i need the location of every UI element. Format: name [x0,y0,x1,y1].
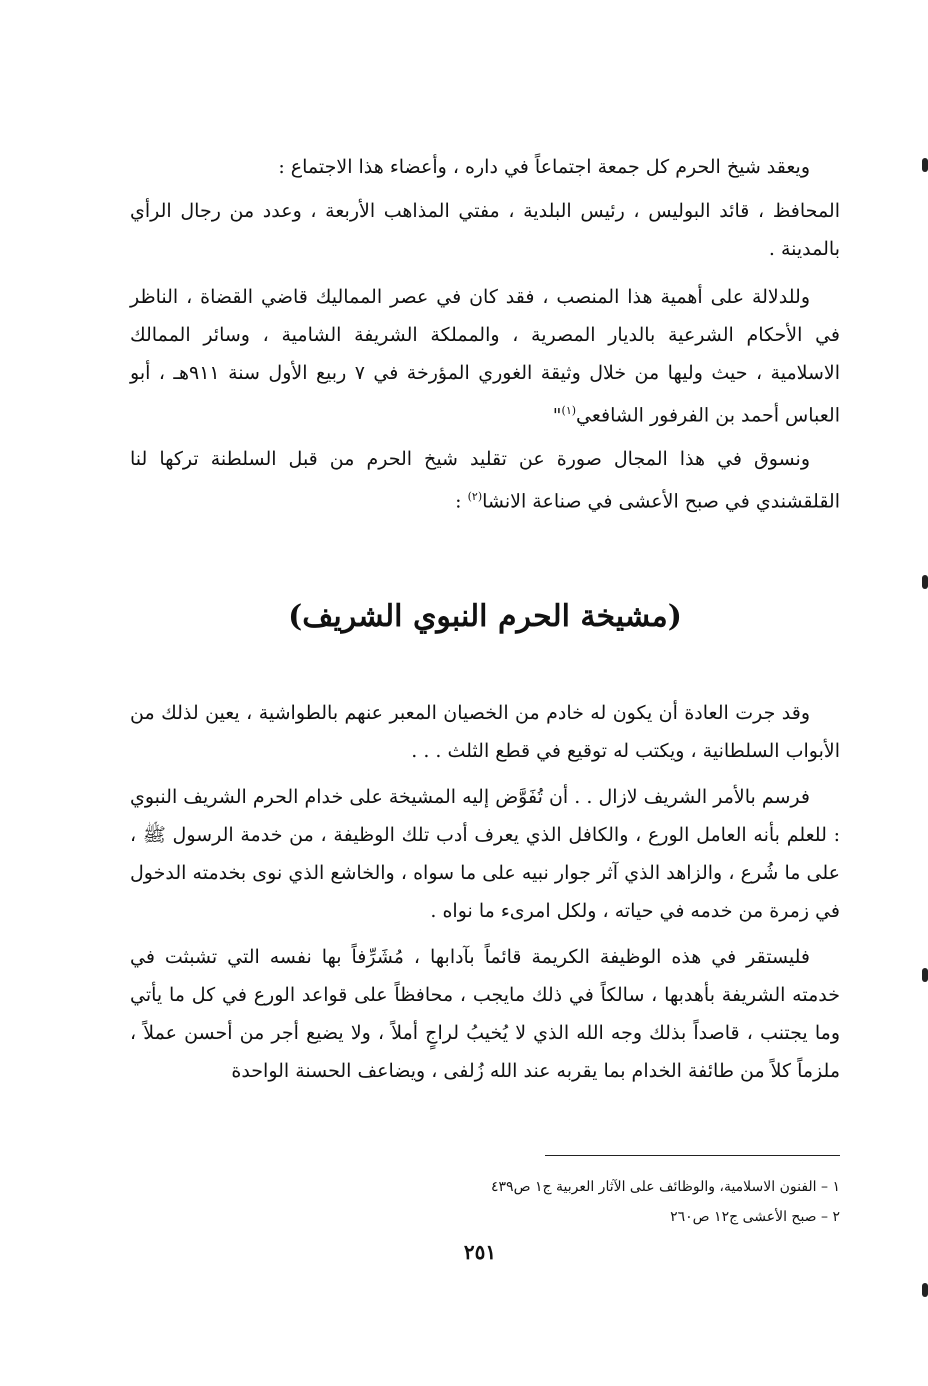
footnote-ref-2: (٢) [467,490,483,504]
intro-paragraph-4 [130,440,840,520]
margin-mark [922,968,928,982]
intro-paragraph-2: المحافظ ، قائد البوليس ، رئيس البلدية ، مفتي المذاهب الأربعة ، وعدد من رجال الرأي بالمدينة . [130,200,840,260]
decree-paragraph-3: فليستقر في هذه الوظيفة الكريمة قائماً بآدابها ، مُشَرِّفاً بها نفسه التي تشبثت في خدمته الشريفة بأهدبها ، سالكاً في ذلك مايجب ، محافظاً على قواعد الورع في كل ما يأتي وما يجتنب ، قاصداً بذلك وجه الله الذي لا يُخيبُ لراجٍ أملاً ، ولا يضيع أجر من أحسن عملاً ، ملزماً كلاً من طائفة الخدام بما يقربه عند الله زُلفى ، ويضاعف الحسنة الواحدة [130,946,840,1082]
intro-paragraph-3 [130,278,840,434]
footnote-divider [545,1155,840,1156]
margin-mark [922,575,928,589]
margin-mark [922,158,928,172]
intro-paragraph-4-text: ونسوق في هذا المجال صورة عن تقليد شيخ الحرم من قبل السلطنة تركها لنا القلقشندي في صبح الأعشى في صناعة الانشا [130,448,840,513]
section-heading: (مشيخة الحرم النبوي الشريف) [288,599,682,634]
page-number: ٢٥١ [463,1240,497,1264]
intro-text [130,148,840,521]
margin-mark [922,1283,928,1297]
footnote-ref-1: (١) [561,404,577,417]
intro-paragraph-1: ويعقد شيخ الحرم كل جمعة اجتماعاً في داره ، وأعضاء هذا الاجتماع : [278,156,810,178]
colon: : [455,490,468,513]
closing-quote: " [552,404,562,427]
intro-paragraph-3-text: وللدلالة على أهمية هذا المنصب ، فقد كان في عصر المماليك قاضي القضاة ، الناظر في الأحكام الشرعية بالديار المصرية ، والمملكة الشريفة الشامية ، وسائر الممالك الاسلامية ، حيث وليها من خلال وثيقة الغوري المؤرخة في ٧ ربيع الأول سنة ٩١١هـ ، أبو العباس أحمد بن الفرفور الشافعي [130,286,840,427]
footnotes [380,1172,840,1232]
footnote-1: ١ – الفنون الاسلامية، والوظائف على الآثار العربية ج١ ص٤٣٩ [491,1179,840,1195]
decree-text [130,694,840,1090]
decree-paragraph-1: وقد جرت العادة أن يكون له خادم من الخصيان المعبر عنهم بالطواشية ، يعين لذلك من الأبواب السلطانية ، ويكتب له توقيع في قطع الثلث . . . [130,702,840,762]
decree-paragraph-2: فرسم بالأمر الشريف لازال . . أن تُفَوَّض إليه المشيخة على خدام الحرم الشريف النبوي : للعلم بأنه العامل الورع ، والكافل الذي يعرف أدب تلك الوظيفة ، من خدمة الرسول ﷺ ، على ما شُرع ، والزاهد الذي آثر جوار نبيه على ما سواه ، والخاشع الذي نوى بخدمته الدخول في زمرة من خدمه في حياته ، ولكل امرىء ما نواه . [130,786,840,922]
footnote-2: ٢ – صبح الأعشى ج١٢ ص٢٦٠ [670,1209,840,1225]
